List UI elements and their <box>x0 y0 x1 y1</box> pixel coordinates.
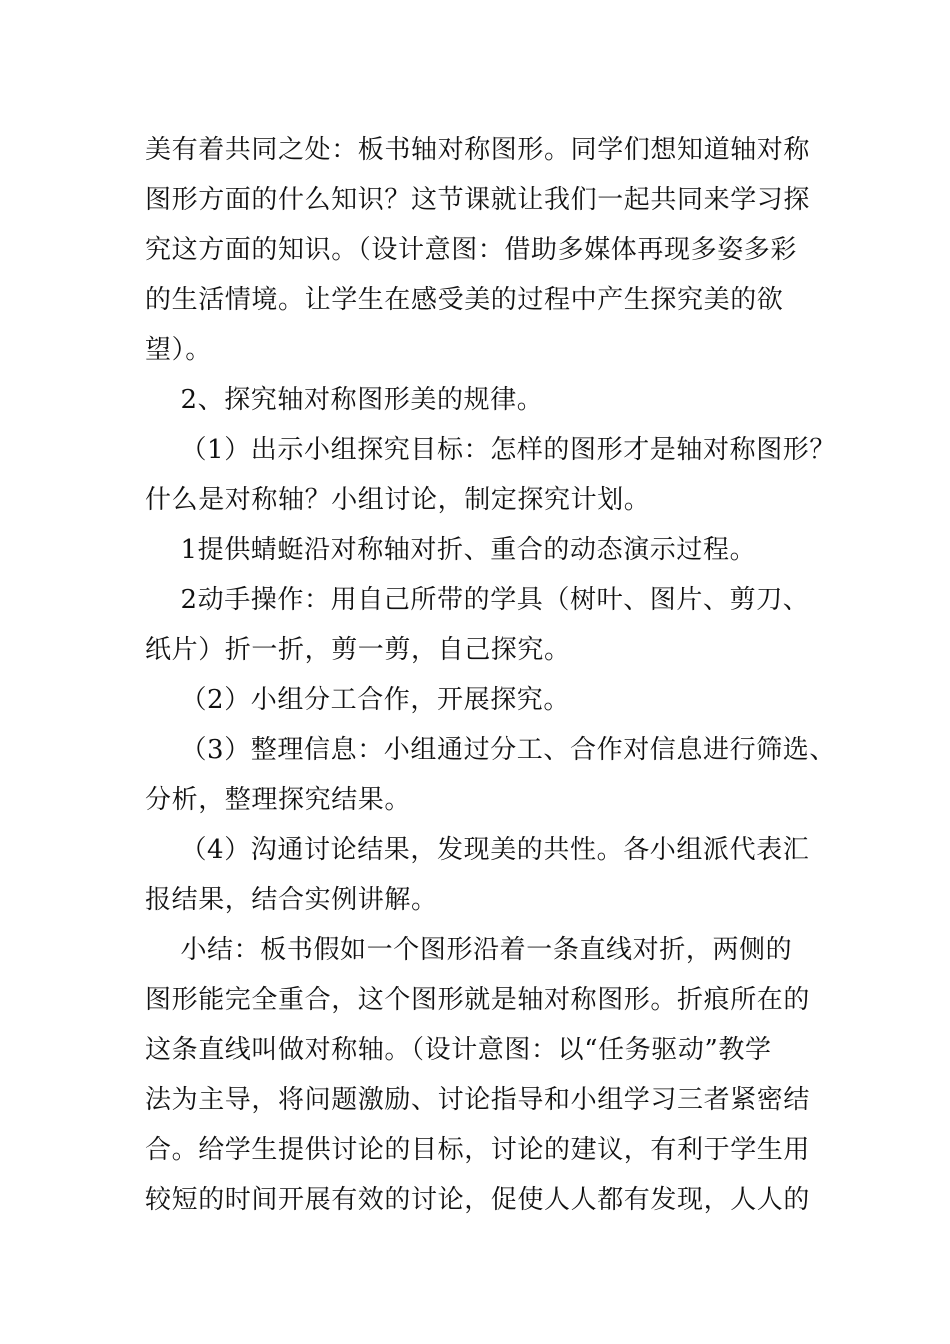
text-line: 的生活情境。让学生在感受美的过程中产生探究美的欲 <box>145 285 784 315</box>
text-line: （4）沟通讨论结果，发现美的共性。各小组派代表汇 <box>145 835 810 865</box>
text-line: 这条直线叫做对称轴。（设计意图：以“任务驱动”教学 <box>145 1035 772 1065</box>
text-line: 合。给学生提供讨论的目标，讨论的建议，有利于学生用 <box>145 1135 811 1165</box>
text-line: 2、探究轴对称图形美的规律。 <box>145 385 544 415</box>
text-line: 1提供蜻蜓沿对称轴对折、重合的动态演示过程。 <box>145 535 757 565</box>
text-line: 较短的时间开展有效的讨论，促使人人都有发现，人人的 <box>145 1185 811 1215</box>
text-line: 小结：板书假如一个图形沿着一条直线对折，两侧的 <box>145 935 793 965</box>
document-body <box>145 125 835 1225</box>
text-line: 纸片）折一折，剪一剪，自己探究。 <box>145 635 571 665</box>
text-line: 望）。 <box>145 335 212 365</box>
text-line: 报结果，结合实例讲解。 <box>145 885 438 915</box>
text-line: 图形方面的什么知识？这节课就让我们一起共同来学习探 <box>145 185 811 215</box>
text-line: 美有着共同之处：板书轴对称图形。同学们想知道轴对称 <box>145 135 811 165</box>
text-line: 什么是对称轴？小组讨论，制定探究计划。 <box>145 485 651 515</box>
text-line: 分析，整理探究结果。 <box>145 785 412 815</box>
text-line: （1）出示小组探究目标：怎样的图形才是轴对称图形？ <box>145 435 837 465</box>
text-line: 图形能完全重合，这个图形就是轴对称图形。折痕所在的 <box>145 985 811 1015</box>
text-line: 究这方面的知识。（设计意图：借助多媒体再现多姿多彩 <box>145 235 798 265</box>
text-line: （2）小组分工合作，开展探究。 <box>145 685 571 715</box>
text-line: （3）整理信息：小组通过分工、合作对信息进行筛选、 <box>145 735 837 765</box>
text-line: 法为主导，将问题激励、讨论指导和小组学习三者紧密结 <box>145 1085 811 1115</box>
text-line: 2动手操作：用自己所带的学具（树叶、图片、剪刀、 <box>145 585 810 615</box>
